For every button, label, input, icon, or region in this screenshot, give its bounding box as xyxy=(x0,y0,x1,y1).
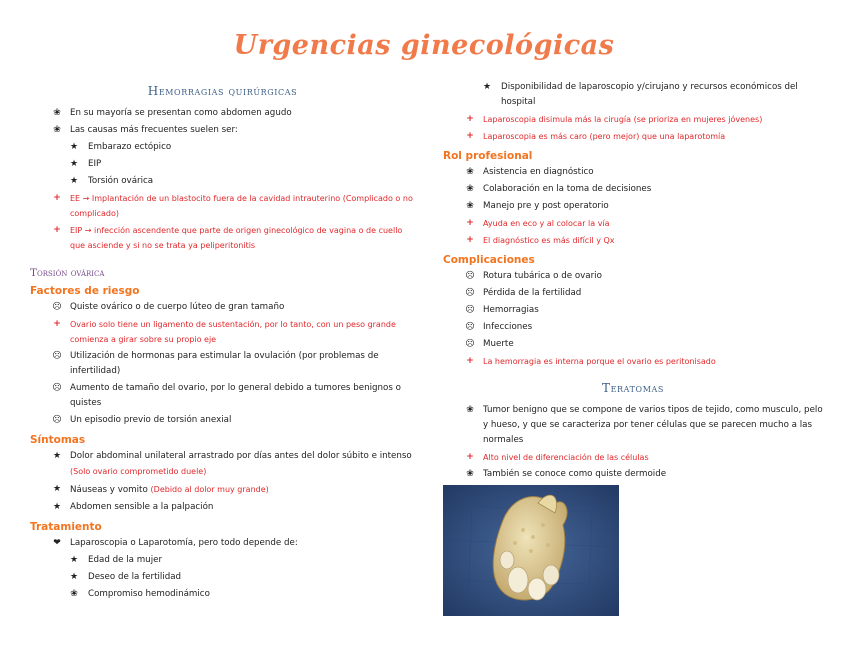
list-item: ❀ Colaboración en la toma de decisiones xyxy=(443,182,823,197)
factores-heading: Factores de riesgo xyxy=(30,285,140,297)
plus-bullet-icon: + xyxy=(466,218,474,228)
note-item: + La hemorragia es interna porque el ovario es peritonisado xyxy=(443,354,823,369)
note-item: + Ovario solo tiene un ligamento de sustentación, por lo tanto, con un peso grande comienza a girar sobre su propio eje xyxy=(30,317,415,347)
flower-bullet-icon: ❀ xyxy=(70,589,78,599)
hemorragias-heading: Hemorragias quirúrgicas xyxy=(147,84,298,98)
list-item: ☹ Rotura tubárica o de ovario xyxy=(443,269,823,284)
sad-face-bullet-icon: ☹ xyxy=(465,322,475,332)
sintomas-heading: Síntomas xyxy=(30,434,86,446)
note-item: + Ayuda en eco y al colocar la vía xyxy=(443,216,823,231)
star-bullet-icon: ★ xyxy=(52,484,62,494)
flower-bullet-icon: ❀ xyxy=(53,108,61,118)
tratamiento-list xyxy=(30,536,415,602)
list-item: ★ Náuseas y vomito (Debido al dolor muy grande) xyxy=(30,482,415,498)
list-item: ❀ Asistencia en diagnóstico xyxy=(443,165,823,180)
star-bullet-icon: ★ xyxy=(69,572,79,582)
note-item: + Alto nivel de diferenciación de las células xyxy=(443,450,823,465)
right-column xyxy=(443,80,823,484)
list-item: ☹ Utilización de hormonas para estimular la ovulación (por problemas de infertilidad) xyxy=(30,349,415,379)
left-column xyxy=(30,80,415,604)
flower-bullet-icon: ❀ xyxy=(53,125,61,135)
list-item: ☹ Quiste ovárico o de cuerpo lúteo de gran tamaño xyxy=(30,300,415,315)
tratamiento-heading: Tratamiento xyxy=(30,521,102,533)
flower-bullet-icon: ❀ xyxy=(466,167,474,177)
flower-bullet-icon: ❀ xyxy=(466,201,474,211)
teratoma-photo xyxy=(443,485,619,616)
list-item: ☹ Infecciones xyxy=(443,320,823,335)
factores-list xyxy=(30,300,415,428)
list-item: ☹ Muerte xyxy=(443,337,823,352)
heart-bullet-icon: ❤ xyxy=(53,538,61,548)
plus-bullet-icon: + xyxy=(53,319,61,329)
list-item: ❀ Las causas más frecuentes suelen ser: xyxy=(30,123,415,138)
rol-list xyxy=(443,165,823,248)
teratomas-heading: Teratomas xyxy=(602,381,664,395)
plus-bullet-icon: + xyxy=(53,225,61,235)
plus-bullet-icon: + xyxy=(466,114,474,124)
sad-face-bullet-icon: ☹ xyxy=(465,339,475,349)
list-item: ❀ También se conoce como quiste dermoide xyxy=(443,467,823,482)
sad-face-bullet-icon: ☹ xyxy=(465,305,475,315)
note-item: + Laparoscopia es más caro (pero mejor) que una laparotomía xyxy=(443,129,823,144)
note-item: + Laparoscopia disimula más la cirugía (se prioriza en mujeres jóvenes) xyxy=(443,112,823,127)
plus-bullet-icon: + xyxy=(466,131,474,141)
sad-face-bullet-icon: ☹ xyxy=(52,383,62,393)
list-item: ❀ En su mayoría se presentan como abdomen agudo xyxy=(30,106,415,121)
complicaciones-list xyxy=(443,269,823,369)
flower-bullet-icon: ❀ xyxy=(466,184,474,194)
list-item: ★ Dolor abdominal unilateral arrastrado por días antes del dolor súbito e intenso (Solo ovario comprometido duele) xyxy=(30,449,415,480)
plus-bullet-icon: + xyxy=(466,356,474,366)
plus-bullet-icon: + xyxy=(466,235,474,245)
rol-heading: Rol profesional xyxy=(443,150,533,162)
hemorragias-list xyxy=(30,106,415,253)
teratomas-list xyxy=(443,403,823,482)
plus-bullet-icon: + xyxy=(53,193,61,203)
star-bullet-icon: ★ xyxy=(482,82,492,92)
continuation-list xyxy=(443,80,823,144)
list-item: ☹ Hemorragias xyxy=(443,303,823,318)
teratoma-illustration xyxy=(443,485,619,616)
list-item: ❀ Tumor benigno que se compone de varios tipos de tejido, como musculo, pelo y hueso, y que se caracteriza por tener células que se parecen mucho a las normales xyxy=(443,403,823,448)
list-item: ☹ Aumento de tamaño del ovario, por lo general debido a tumores benignos o quistes xyxy=(30,381,415,411)
plus-bullet-icon: + xyxy=(466,452,474,462)
star-bullet-icon: ★ xyxy=(69,159,79,169)
list-item: ★ Disponibilidad de laparoscopio y/cirujano y recursos económicos del hospital xyxy=(443,80,823,110)
torsion-heading: Torsión ovárica xyxy=(30,267,105,279)
list-item: ★ Edad de la mujer xyxy=(30,553,415,568)
star-bullet-icon: ★ xyxy=(69,176,79,186)
list-item: ★ EIP xyxy=(30,157,415,172)
complicaciones-heading: Complicaciones xyxy=(443,254,535,266)
flower-bullet-icon: ❀ xyxy=(466,469,474,479)
sad-face-bullet-icon: ☹ xyxy=(465,288,475,298)
note-item: + El diagnóstico es más difícil y Qx xyxy=(443,233,823,248)
list-item: ★ Embarazo ectópico xyxy=(30,140,415,155)
flower-bullet-icon: ❀ xyxy=(466,405,474,415)
page-title: Urgencias ginecológicas xyxy=(233,30,615,61)
list-item: ☹ Un episodio previo de torsión anexial xyxy=(30,413,415,428)
sad-face-bullet-icon: ☹ xyxy=(52,351,62,361)
star-bullet-icon: ★ xyxy=(52,451,62,461)
star-bullet-icon: ★ xyxy=(52,502,62,512)
list-item: ❀ Compromiso hemodinámico xyxy=(30,587,415,602)
list-item: ❤ Laparoscopia o Laparotomía, pero todo depende de: xyxy=(30,536,415,551)
sad-face-bullet-icon: ☹ xyxy=(52,415,62,425)
star-bullet-icon: ★ xyxy=(69,142,79,152)
sad-face-bullet-icon: ☹ xyxy=(52,302,62,312)
note-item: + EE → Implantación de un blastocito fuera de la cavidad intrauterino (Complicado o no complicado) xyxy=(30,191,415,221)
sintomas-list xyxy=(30,449,415,515)
list-item: ☹ Pérdida de la fertilidad xyxy=(443,286,823,301)
sad-face-bullet-icon: ☹ xyxy=(465,271,475,281)
star-bullet-icon: ★ xyxy=(69,555,79,565)
list-item: ★ Abdomen sensible a la palpación xyxy=(30,500,415,515)
list-item: ❀ Manejo pre y post operatorio xyxy=(443,199,823,214)
list-item: ★ Torsión ovárica xyxy=(30,174,415,189)
list-item: ★ Deseo de la fertilidad xyxy=(30,570,415,585)
note-item: + EIP → infección ascendente que parte de origen ginecológico de vagina o de cuello que asciende y si no se trata ya peliperitonitis xyxy=(30,223,415,253)
